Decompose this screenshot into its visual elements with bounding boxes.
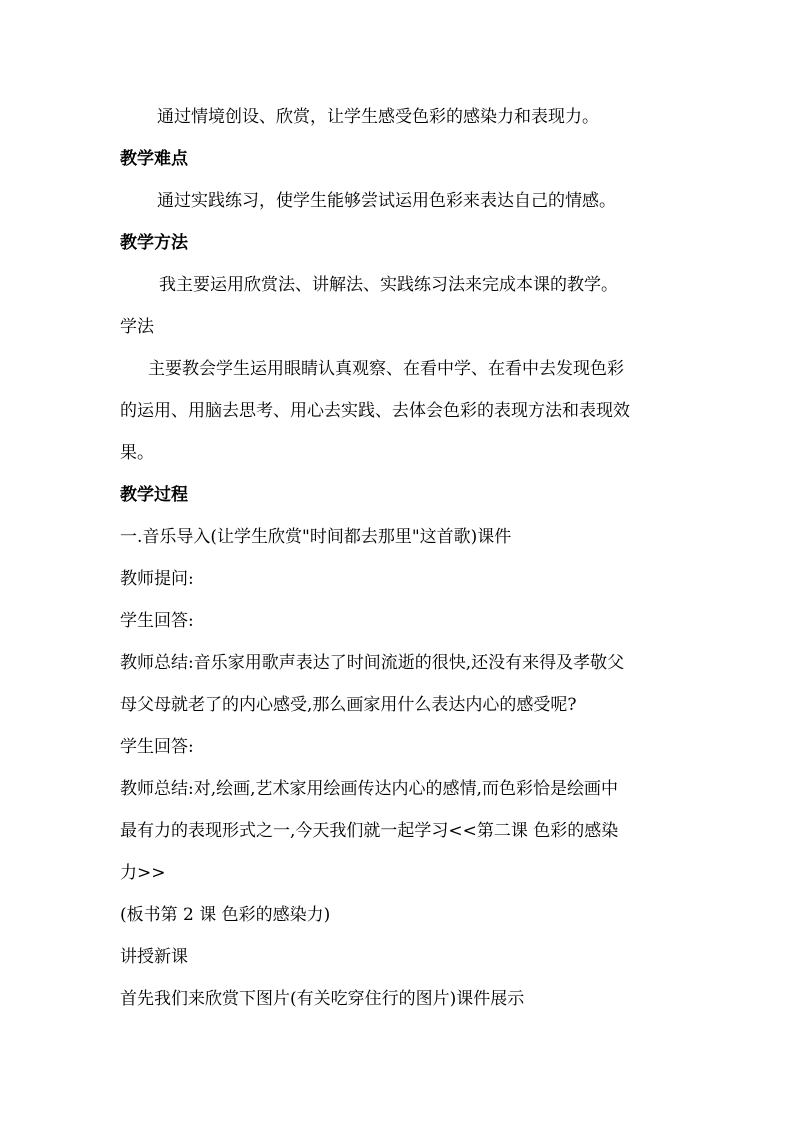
paragraph-teacher-summary-2-line-2: 最有力的表现形式之一,今天我们就一起学习<<第二课 色彩的感染: [120, 821, 619, 841]
paragraph-difficulty: 通过实践练习，使学生能够尝试运用色彩来表达自己的情感。: [157, 191, 616, 211]
paragraph-teacher-summary-2-line-1: 教师总结:对,绘画,艺术家用绘画传达内心的感情,而色彩恰是绘画中: [120, 779, 618, 799]
heading-teaching-difficulty: 教学难点: [120, 149, 188, 169]
heading-study-method: 学法: [120, 317, 154, 337]
paragraph-teacher-summary-1-line-2: 母父母就老了的内心感受,那么画家用什么表达内心的感受呢?: [120, 695, 577, 715]
heading-teaching-process: 教学过程: [120, 485, 188, 505]
paragraph-student-answer-1: 学生回答:: [120, 611, 194, 631]
paragraph-study-line-1: 主要教会学生运用眼睛认真观察、在看中学、在看中去发现色彩: [148, 359, 624, 379]
paragraph-board-writing: (板书第 2 课 色彩的感染力): [120, 905, 331, 925]
paragraph-goal: 通过情境创设、欣赏，让学生感受色彩的感染力和表现力。: [157, 107, 599, 127]
paragraph-appreciate-pictures: 首先我们来欣赏下图片(有关吃穿住行的图片)课件展示: [120, 989, 525, 1009]
paragraph-teacher-summary-2-line-3: 力>>: [120, 863, 166, 883]
paragraph-method: 我主要运用欣赏法、讲解法、实践练习法来完成本课的教学。: [159, 275, 618, 295]
paragraph-music-intro: 一.音乐导入(让学生欣赏"时间都去那里"这首歌)课件: [120, 527, 512, 547]
paragraph-teacher-summary-1-line-1: 教师总结:音乐家用歌声表达了时间流逝的很快,还没有来得及孝敬父: [120, 653, 625, 673]
heading-teaching-method: 教学方法: [120, 233, 188, 253]
paragraph-teacher-question: 教师提问:: [120, 569, 194, 589]
paragraph-student-answer-2: 学生回答:: [120, 737, 194, 757]
paragraph-study-line-3: 果。: [120, 443, 154, 463]
paragraph-study-line-2: 的运用、用脑去思考、用心去实践、去体会色彩的表现方法和表现效: [120, 401, 630, 421]
paragraph-new-lesson: 讲授新课: [120, 947, 188, 967]
